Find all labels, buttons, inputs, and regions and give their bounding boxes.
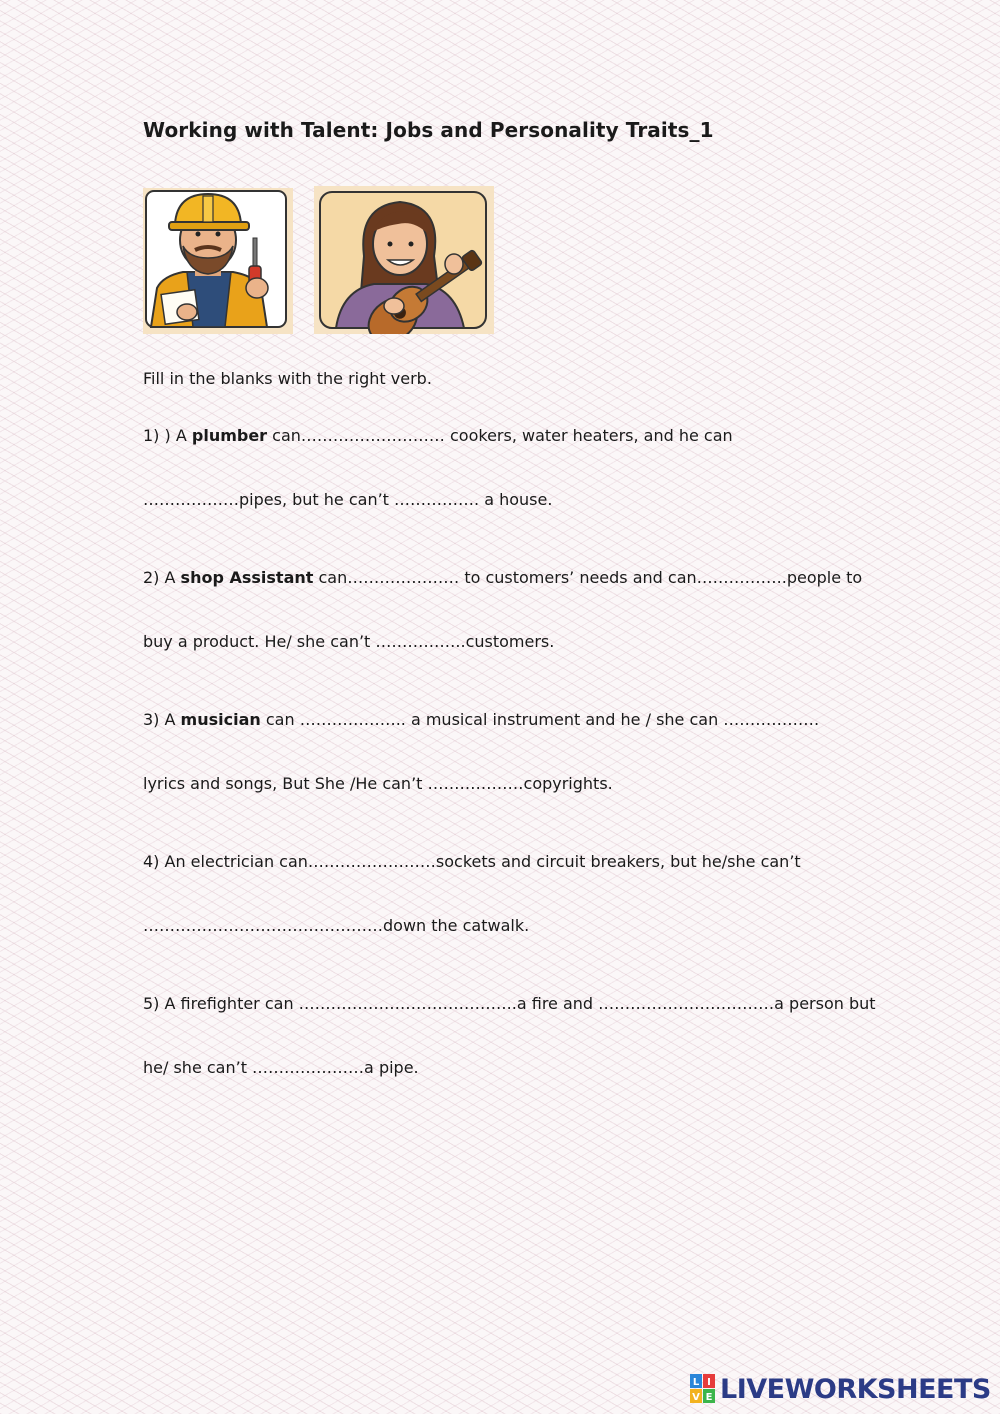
keyword-plumber: plumber — [191, 426, 268, 445]
exercise-3-line-1: 3) A musician can ……………….. a musical instrument and he / she can ……………… — [143, 710, 820, 729]
liveworksheets-logo-text: LIVEWORKSHEETS — [720, 1373, 991, 1405]
liveworksheets-mark-icon — [690, 1374, 716, 1404]
plumber-icon — [143, 188, 293, 334]
exercise-1-line-2: ………………pipes, but he can’t ……………. a house. — [143, 490, 553, 509]
exercise-5-line-1: 5) A firefighter can …………………………………..a fire and ……………………………a person but — [143, 994, 876, 1013]
keyword-shop-assistant: shop Assistant — [180, 568, 314, 587]
exercise-4-line-1: 4) An electrician can……………………sockets and circuit breakers, but he/she can’t — [143, 852, 801, 871]
keyword-musician: musician — [180, 710, 261, 729]
instruction-text: Fill in the blanks with the right verb. — [143, 369, 432, 388]
page-title: Working with Talent: Jobs and Personality Traits_1 — [143, 118, 714, 142]
musician-illustration — [314, 186, 494, 334]
liveworksheets-logo — [690, 1372, 991, 1406]
exercise-3-line-2: lyrics and songs, But She /He can’t ………………copyrights. — [143, 774, 613, 793]
plumber-illustration — [143, 188, 293, 334]
guitarist-icon — [314, 186, 494, 334]
exercise-2-line-1: 2) A shop Assistant can………………… to customers’ needs and can……………..people to — [143, 568, 863, 587]
exercise-4-line-2: ………………………………………down the catwalk. — [143, 916, 530, 935]
exercise-2-line-2: buy a product. He/ she can’t ……………..customers. — [143, 632, 555, 651]
svg-text:L: L — [692, 1377, 700, 1388]
exercise-5-line-2: he/ she can’t …………………a pipe. — [143, 1058, 419, 1077]
svg-text:E: E — [705, 1392, 713, 1403]
svg-text:V: V — [692, 1392, 700, 1403]
exercise-1-line-1: 1) ) A plumber can……………………… cookers, water heaters, and he can — [143, 426, 733, 445]
svg-text:I: I — [707, 1377, 711, 1388]
